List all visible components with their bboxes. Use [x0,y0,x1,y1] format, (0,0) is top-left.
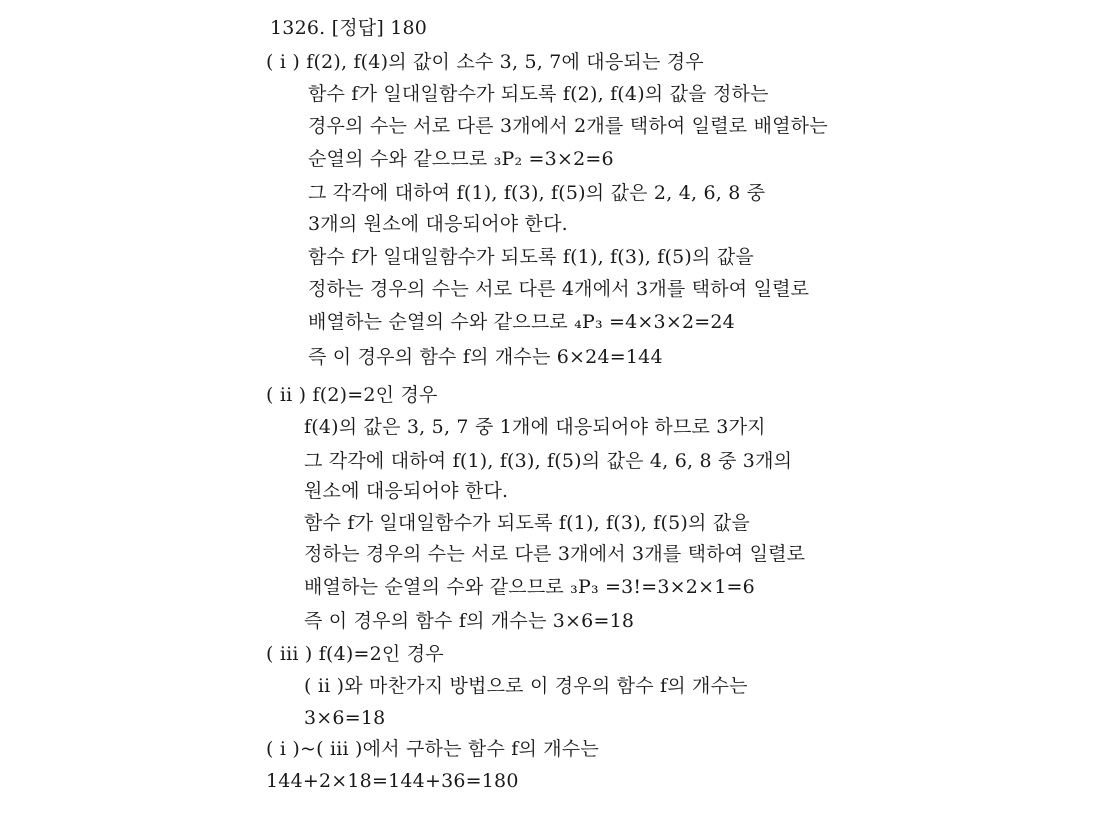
final-answer: 144+2×18=144+36=180 [266,770,519,792]
case-2-line-3: 원소에 대응되어야 한다. [304,480,509,502]
case-2-line-1: f(4)의 값은 3, 5, 7 중 1개에 대응되어야 하므로 3가지 [304,416,766,438]
case-3-heading: ( iii ) f(4)=2인 경우 [266,643,444,665]
case-3-result: 3×6=18 [304,707,386,729]
case-1-line-1: 함수 f가 일대일함수가 되도록 f(2), f(4)의 값을 정하는 [308,83,769,105]
case-1-result: 즉 이 경우의 함수 f의 개수는 6×24=144 [308,346,663,368]
problem-answer-header: 1326. [정답] 180 [270,17,428,39]
summary-line: ( i )~( iii )에서 구하는 함수 f의 개수는 [266,738,599,760]
case-1-line-3: 순열의 수와 같으므로 ₃P₂ =3×2=6 [308,148,614,170]
case-1-line-7: 정하는 경우의 수는 서로 다른 4개에서 3개를 택하여 일렬로 [308,278,810,300]
case-1-heading: ( i ) f(2), f(4)의 값이 소수 3, 5, 7에 대응되는 경우 [266,51,704,73]
case-2-result: 즉 이 경우의 함수 f의 개수는 3×6=18 [304,610,635,632]
case-1-line-2: 경우의 수는 서로 다른 3개에서 2개를 택하여 일렬로 배열하는 [308,115,828,137]
case-2-line-4: 함수 f가 일대일함수가 되도록 f(1), f(3), f(5)의 값을 [304,512,750,534]
case-1-line-5: 3개의 원소에 대응되어야 한다. [308,213,568,235]
case-1-line-8: 배열하는 순열의 수와 같으므로 ₄P₃ =4×3×2=24 [308,311,735,333]
case-1-line-4: 그 각각에 대하여 f(1), f(3), f(5)의 값은 2, 4, 6, 8 중 [308,182,766,204]
case-2-line-6: 배열하는 순열의 수와 같으므로 ₃P₃ =3!=3×2×1=6 [304,576,755,598]
case-2-line-5: 정하는 경우의 수는 서로 다른 3개에서 3개를 택하여 일렬로 [304,543,806,565]
case-3-line-1: ( ii )와 마찬가지 방법으로 이 경우의 함수 f의 개수는 [304,675,748,697]
case-2-heading: ( ii ) f(2)=2인 경우 [266,384,438,406]
case-2-line-2: 그 각각에 대하여 f(1), f(3), f(5)의 값은 4, 6, 8 중 3개의 [304,450,793,472]
case-1-line-6: 함수 f가 일대일함수가 되도록 f(1), f(3), f(5)의 값을 [308,246,754,268]
